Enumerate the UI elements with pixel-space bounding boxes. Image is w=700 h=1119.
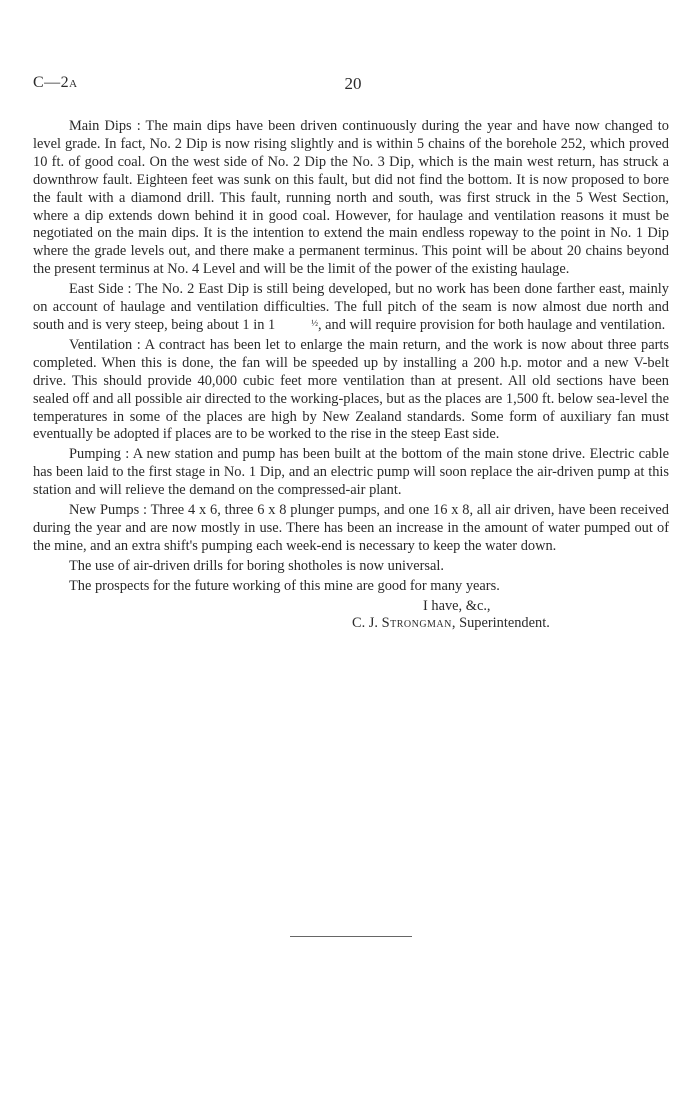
paragraph-ventilation: Ventilation : A contract has been let to enlarge the main return, and the work is now about three parts completed. When this is done, the fan will be speeded up by installing a 200 h.p. motor and a new V-belt drive. This should provide 40,000 cubic feet more ventilation than at present. All old sections have been sealed off and all possible air directed to the working-places, but as the places are 1,500 ft. below sea-level the temperatures in some of the places are high by New Zealand standards. Some form of auxiliary fan must eventually be adopted if places are to be worked to the rise in the steep East side. — [33, 336, 669, 443]
page-number: 20 — [344, 74, 362, 93]
section-lead: New Pumps : — [69, 502, 148, 519]
paragraph-main-dips: Main Dips : The main dips have been driven continuously during the year and have now changed to level grade. In fact, No. 2 Dip is now rising slightly and is within 5 chains of the borehole 252, which proved 10 ft. of good coal. On the west side of No. 2 Dip the No. 3 Dip, which is the main west return, has struck a downthrow fault. Eighteen feet was sunk on this fault, but did not find the bottom. It is now proposed to bore the fault with a diamond drill. This fault, running north and south, was first struck in the 5 West Section, where a dip extends down behind it in good coal. However, for haulage and ventilation reasons it must be negotiated on the main dips. It is the intention to extend the main endless ropeway to the point in No. 1 Dip where the grade levels out, and there make a permanent terminus. This point will be about 20 chains beyond the present terminus at No. 4 Level and will be the limit of the power of the existing haulage. — [33, 118, 669, 278]
paragraph-drills: The use of air-driven drills for boring shotholes is now universal. — [69, 557, 444, 574]
letter-closing — [33, 598, 669, 634]
paragraph-new-pumps: New Pumps : Three 4 x 6, three 6 x 8 plunger pumps, and one 16 x 8, all air driven, have been received during the year and are now mostly in use. There has been an increase in the amount of water pumped out of the mine, and an extra shift's pumping each week-end is necessary to keep the water down. — [33, 502, 669, 554]
page-header — [33, 74, 673, 96]
section-lead: Ventilation : — [69, 336, 141, 353]
section-lead: Main Dips : — [69, 118, 141, 134]
paragraph-pumping: Pumping : A new station and pump has been built at the bottom of the main stone drive. Electric cable has been laid to the first stage in No. 1 Dip, and an electric pump will soon replace the air-driven pump at this station and will relieve the demand on the compressed-air plant. — [33, 446, 669, 499]
signatory-name: Strongman — [381, 615, 452, 632]
fraction: ½ — [311, 317, 318, 328]
paragraph-east-side: East Side : The No. 2 East Dip is still being developed, but no work has been done farther east, mainly on account of haulage and ventilation difficulties. The full pitch of the seam is now almost due north and south and is very steep, being about 1 in 1 ½, and will require provision for both haulage and ventilation. — [33, 281, 669, 333]
document-reference: C—2A — [33, 74, 78, 91]
paragraph-prospects: The prospects for the future working of this mine are good for many years. — [69, 577, 500, 594]
end-rule — [290, 936, 412, 937]
section-lead: East Side : — [69, 281, 132, 298]
signature-line: C. J. Strongman, Superintendent. — [352, 615, 550, 632]
report-body — [33, 118, 669, 633]
salutation: I have, &c., — [423, 597, 491, 614]
section-lead: Pumping : — [69, 446, 130, 463]
